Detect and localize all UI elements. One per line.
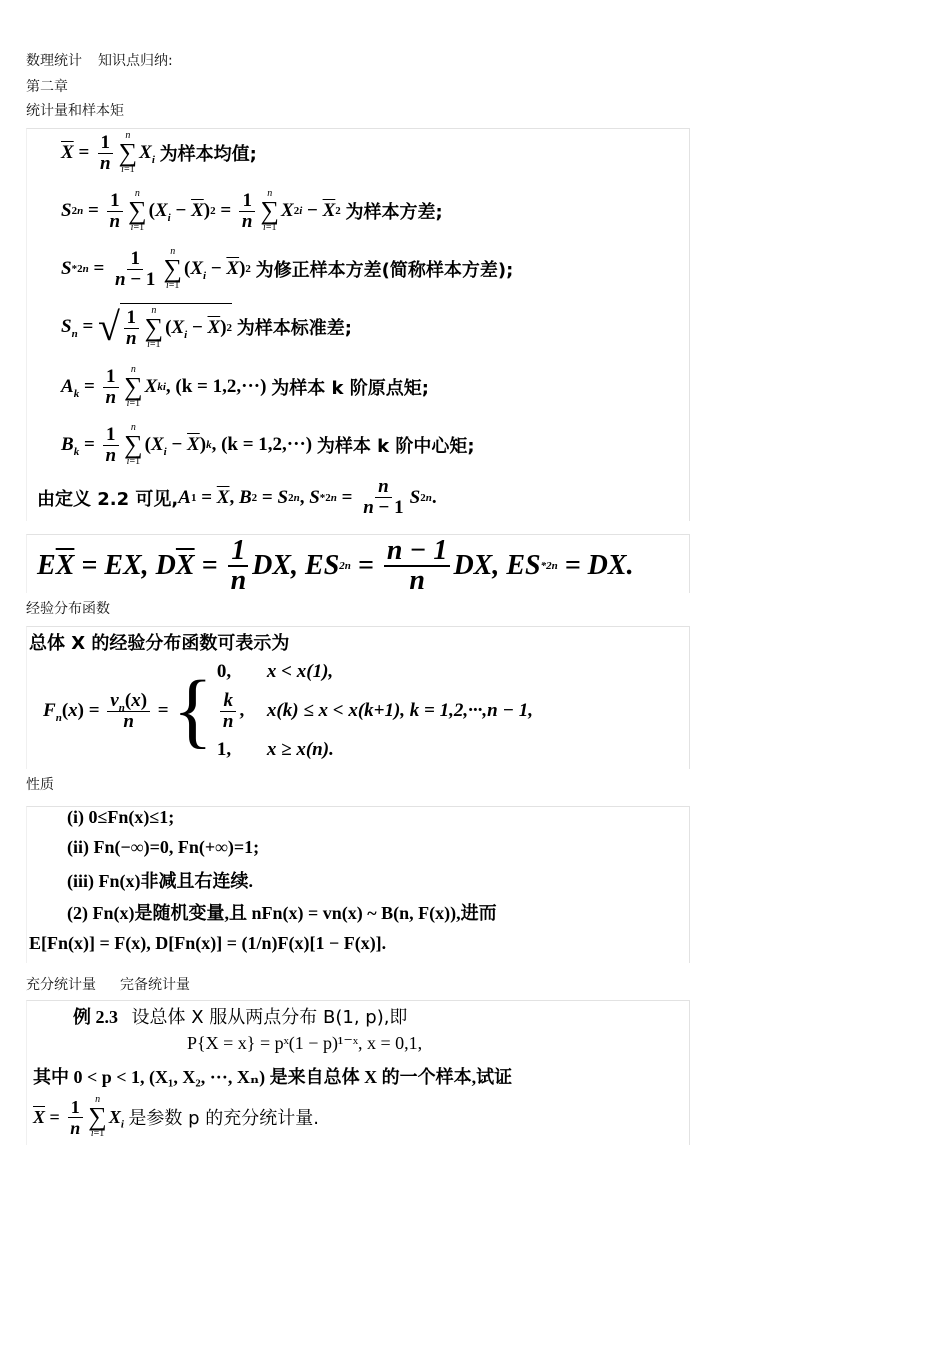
raw-k-range: (k = 1,2,···) — [175, 376, 267, 397]
section-sufficient: 充分统计量 — [26, 977, 96, 993]
formula-block-empirical — [26, 626, 690, 769]
example-body: 其中 0 < p < 1, (X₁, X₂, ···, Xₙ) 是来自总体 X 的一个样本,试证 — [33, 1067, 513, 1087]
property-2: (ii) Fn(−∞)=0, Fn(+∞)=1; — [67, 837, 260, 857]
formula-raw-moment: $A_k$ = $\frac{1}{n}$ n ∑ i=1 X k i , (k = 1,2,···) 为样本 k 阶原点矩; — [61, 364, 429, 409]
formula-definition-note: 由定义 2.2 可见, A 1 = $\overline{X}$ , B 2 = S 2 n , S *2 n = $\frac{n}{n - 1}$ S 2 n . — [37, 476, 437, 518]
section-complete: 完备统计量 — [120, 977, 190, 993]
example-header — [73, 1003, 407, 1029]
corr-var-desc: 为修正样本方差(简称样本方差); — [255, 260, 514, 281]
section-statistics-moments: 统计量和样本矩 — [26, 103, 124, 119]
property-3: (iii) Fn(x)非减且右连续. — [67, 871, 253, 891]
std-desc: 为样本标准差; — [236, 317, 352, 339]
central-moment-desc: 为样本 k 阶中心矩; — [316, 436, 475, 457]
example-intro: 设总体 X 服从两点分布 B(1, p),即 — [131, 1007, 408, 1028]
section-properties: 性质 — [26, 777, 54, 793]
raw-moment-desc: 为样本 k 阶原点矩; — [271, 378, 429, 399]
example-pmf: P{X = x} = pˣ(1 − p)¹⁻ˣ, x = 0,1, — [187, 1033, 423, 1053]
example-label: 例 2.3 — [73, 1007, 118, 1027]
formula-block-moments — [26, 128, 690, 521]
mean-desc: 为样本均值; — [159, 144, 257, 165]
section-empirical: 经验分布函数 — [26, 601, 110, 617]
formula-block-example — [26, 1000, 690, 1145]
formula-empirical-cdf: $F_n$ ( x ) = $\frac{v_n(x)}{n}$ = { 0, x < x(1), $\frac{k}{n}$ , x(k) ≤ x < x(k+1), k = 1,2,···,n − 1, 1, x ≥ x(n). — [43, 661, 533, 760]
property-1: (i) 0≤Fn(x)≤1; — [67, 807, 175, 827]
formula-sample-std: $S_n$ = √ $\frac{1}{n}$ n ∑ i=1 ( $X_i$ − $\overline{X}$ ) 2 为样本标准差; — [61, 303, 352, 350]
doc-title-line — [26, 52, 173, 70]
formula-central-moment: $B_k$ = $\frac{1}{n}$ n ∑ i=1 ( $X_i$ − $\overline{X}$ ) k , (k = 1,2,···) 为样本 k 阶中心矩; — [61, 422, 475, 467]
chapter-heading: 第二章 — [26, 79, 68, 95]
section-sufficient-complete — [26, 976, 190, 994]
formula-corrected-variance: S *2 n = $\frac{1}{n - 1}$ n ∑ i=1 ( $X_i$ − $\overline{X}$ ) 2 为修正样本方差(简称样本方差); — [61, 246, 514, 291]
property-4: (2) Fn(x)是随机变量,且 nFn(x) = vn(x) ~ B(n, F(x)),进而 — [67, 903, 497, 923]
formula-block-properties — [26, 806, 690, 963]
formula-block-expectation — [26, 534, 690, 593]
central-k-range: (k = 1,2,···) — [221, 434, 313, 455]
def-note-prefix: 由定义 2.2 可见, — [37, 488, 179, 510]
case3-cond: x ≥ x(n). — [266, 739, 334, 760]
empirical-intro: 总体 X 的经验分布函数可表示为 — [29, 633, 290, 654]
example-claim-line: $\overline{X}$ = $\frac{1}{n}$ n ∑ i=1 $X_i$ 是参数 p 的充分统计量. — [33, 1094, 320, 1139]
doc-title-b: 知识点归纳: — [98, 53, 173, 69]
formula-sample-mean: $\overline{X}$ = $\frac{1}{n}$ n ∑ i=1 $X_i$ 为样本均值; — [61, 130, 257, 175]
example-claim: 是参数 p 的充分统计量. — [128, 1108, 320, 1129]
formula-sample-variance: S 2 n = $\frac{1}{n}$ n ∑ i=1 ( $X_i$ − $\overline{X}$ ) 2 = $\frac{1}{n}$ n ∑ i=1 X 2 i − $\overline{X}$ 2 为样本方差; — [61, 188, 443, 233]
formula-expectation: E $\overline{X}$ = EX, D $\overline{X}$ = $\frac{1}{n}$ DX, ES 2 n = $\frac{n - 1}{n}$ DX, ES *2 n = DX. — [37, 535, 634, 593]
var-desc: 为样本方差; — [345, 202, 443, 223]
case2-cond: x(k) ≤ x < x(k+1), k = 1,2,···,n − 1, — [266, 700, 533, 721]
property-5: E[Fn(x)] = F(x), D[Fn(x)] = (1/n)F(x)[1 − F(x)]. — [29, 933, 387, 953]
doc-title-a: 数理统计 — [26, 53, 82, 69]
case1-cond: x < x(1), — [266, 661, 334, 682]
